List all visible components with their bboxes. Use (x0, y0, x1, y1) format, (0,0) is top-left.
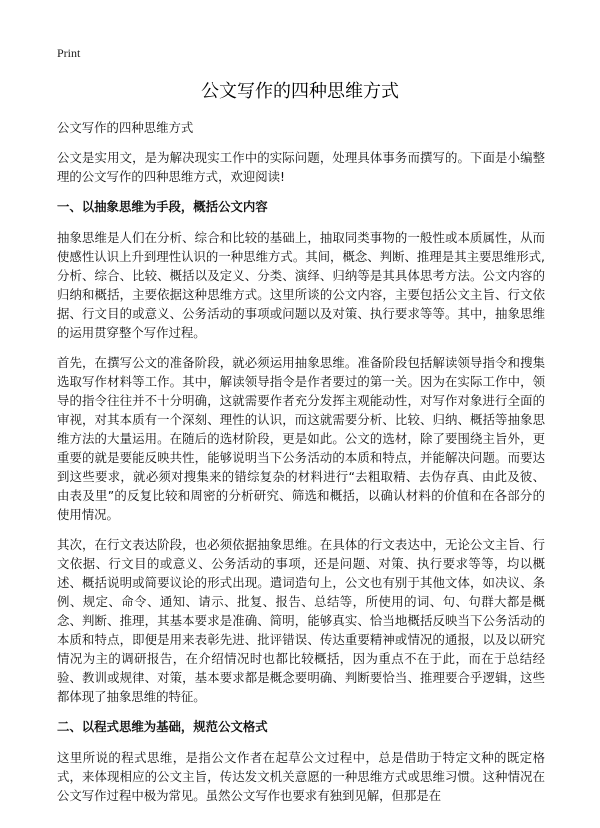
page-title: 公文写作的四种思维方式 (201, 81, 399, 102)
print-link[interactable]: Print (57, 46, 81, 60)
intro-paragraph: 公文是实用文，是为解决现实工作中的实际问题，处理具体事务而撰写的。下面是小编整理的公文写作的四种思维方式，欢迎阅读! (57, 150, 545, 184)
article-body (57, 118, 545, 816)
section-1-paragraph-1: 抽象思维是人们在分析、综合和比较的基础上，抽取同类事物的一般性或本质属性，从而使感性认识上升到理性认识的一种思维方式。其间，概念、判断、推理是其主要思维形式,分析、综合、比较、概括以及定义、分类、演绎、归纳等是其具体思考方法。公文内容的归纳和概括，主要依据这种思维方式。这里所谈的公文内容，主要包括公文主旨、行文依据、行文目的或意义、公务活动的事项或问题以及对策、执行要求等等。其中，抽象思维的运用贯穿整个写作过程。 (57, 230, 545, 340)
article-subtitle: 公文写作的四种思维方式 (57, 120, 194, 135)
section-1-paragraph-3: 其次，在行文表达阶段，也必须依据抽象思维。在具体的行文表达中，无论公文主旨、行文依据、行文目的或意义、公务活动的事项，还是问题、对策、执行要求等等，均以概述、概括说明或简要议论的形式出现。遣词造句上，公文也有别于其他文体，如决议、条例、规定、命令、通知、请示、批复、报告、总结等，所使用的词、句、句群大都是概念、判断、推理，其基本要求是准确、简明，能够真实、恰当地概括反映当下公务活动的本质和特点，即便是用来表彰先进、批评错误、传达重要精神或情况的通报，以及以研究情况为主的调研报告，在介绍情况时也都比较概括，因为重点不在于此，而在于总结经验、教训或规律、对策，基本要求都是概念要明确、判断要恰当、推理要合乎逻辑，这些都体现了抽象思维的特征。 (57, 537, 545, 704)
section-2-paragraph-1: 这里所说的程式思维，是指公文作者在起草公文过程中，总是借助于特定文种的既定格式，来体现相应的公文主旨，传达发文机关意愿的一种思维方式或思维习惯。这种情况在公文写作过程中极为常见。虽然公文写作也要求有独到见解，但那是在 (57, 750, 545, 803)
section-1-paragraph-2: 首先，在撰写公文的准备阶段，就必须运用抽象思维。准备阶段包括解读领导指令和搜集选取写作材料等工作。其中，解读领导指令是作者要过的第一关。因为在实际工作中，领导的指令往往并不十分明确，这就需要作者充分发挥主观能动性，对写作对象进行全面的审视，对其本质有一个深刻、理性的认识，而这就需要分析、比较、归纳、概括等抽象思维方法的大量运用。在随后的选材阶段，更是如此。公文的选材，除了要围绕主旨外，更重要的就是要能反映共性，能够说明当下公务活动的本质和特点，并能解决问题。而要达到这些要求，就必须对搜集来的错综复杂的材料进行“去粗取精、去伪存真、由此及彼、由表及里”的反复比较和周密的分析研究、筛选和概括，以确认材料的价值和在各部分的使用情况。 (57, 355, 545, 522)
section-1-heading: 一、以抽象思维为手段，概括公文内容 (57, 199, 268, 214)
section-2-heading: 二、以程式思维为基础，规范公文格式 (57, 719, 268, 734)
